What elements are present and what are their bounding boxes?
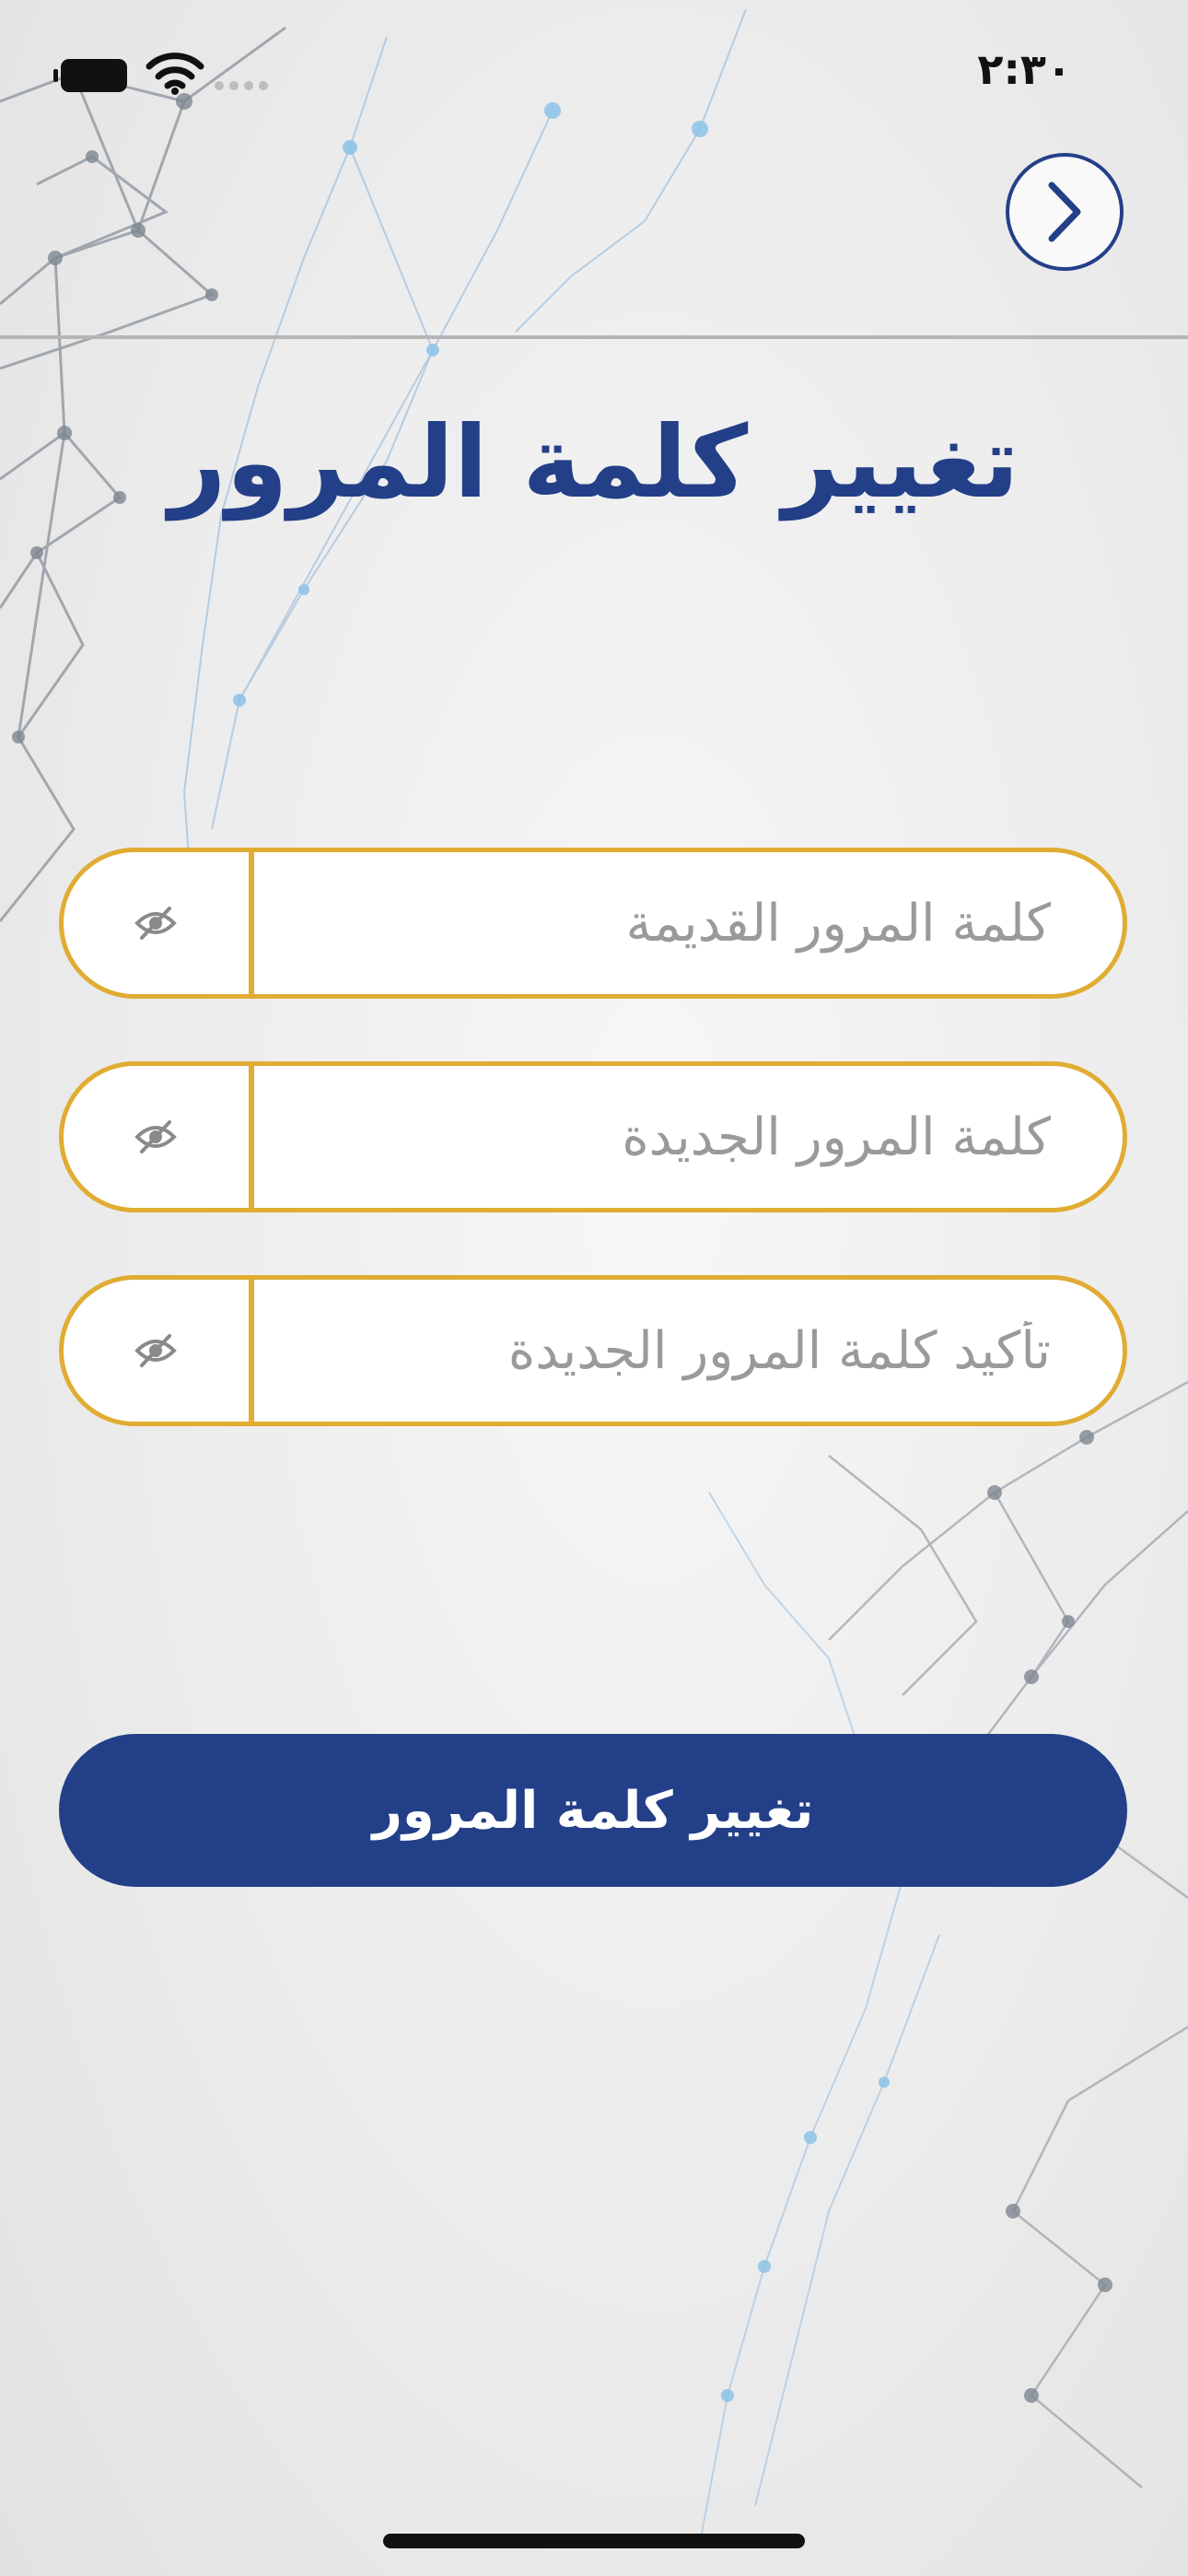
old-password-input[interactable] xyxy=(255,852,1095,994)
eye-slash-icon xyxy=(134,905,177,942)
home-indicator xyxy=(383,2534,805,2548)
confirm-password-field xyxy=(59,1275,1127,1426)
new-password-field xyxy=(59,1061,1127,1212)
field-separator xyxy=(249,1280,254,1422)
chevron-right-icon xyxy=(1037,180,1092,244)
field-separator xyxy=(249,1066,254,1208)
change-password-button[interactable]: تغيير كلمة المرور xyxy=(59,1734,1127,1887)
battery-full-icon xyxy=(61,59,127,92)
back-button[interactable] xyxy=(1006,153,1124,271)
new-password-input[interactable] xyxy=(255,1066,1095,1208)
new-password-visibility-toggle[interactable] xyxy=(64,1066,248,1208)
page-title: تغيير كلمة المرور xyxy=(169,405,1019,521)
wifi-icon xyxy=(146,52,204,96)
old-password-visibility-toggle[interactable] xyxy=(64,852,248,994)
confirm-password-visibility-toggle[interactable] xyxy=(64,1280,248,1422)
status-bar xyxy=(0,0,1188,147)
confirm-password-input[interactable] xyxy=(255,1280,1095,1422)
eye-slash-icon xyxy=(134,1332,177,1369)
signal-icon xyxy=(214,79,269,92)
old-password-field xyxy=(59,848,1127,999)
field-separator xyxy=(249,852,254,994)
eye-slash-icon xyxy=(134,1118,177,1155)
status-time: ٢:٣٠ xyxy=(977,44,1072,94)
header-divider xyxy=(0,335,1188,339)
